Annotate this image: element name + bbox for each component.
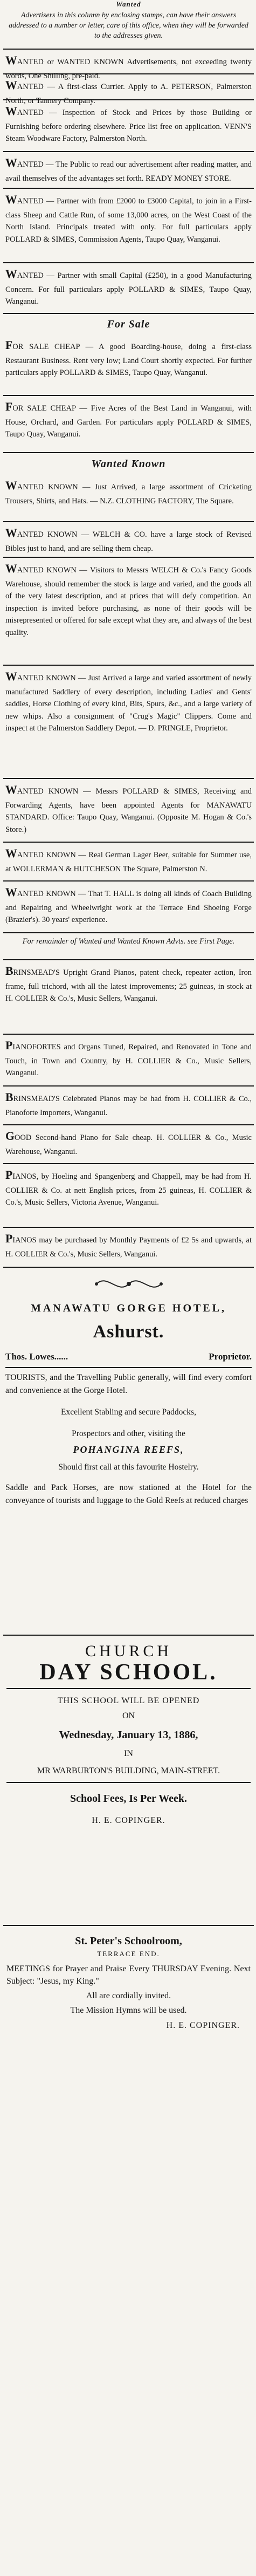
music-ad bbox=[3, 1228, 254, 1268]
music-ad bbox=[3, 1035, 254, 1087]
wanted-ad bbox=[3, 50, 254, 80]
advertisers-notice-text: Advertisers in this column by enclosing stamps, can have their answers addressed to a number or letter, care of this office, when they will be forwarded to the addresses given. bbox=[9, 11, 248, 40]
known-ad-text: WANTED KNOWN — Just Arrived, a large assortment of Cricketing Trousers, Shirts, and Hats. — N.Z. CLOTHING FACTORY, The Square. bbox=[5, 479, 252, 505]
known-ad bbox=[3, 779, 254, 843]
proprietor-name: Thos. Lowes...... bbox=[5, 1351, 68, 1362]
known-ad-text: WANTED KNOWN — That T. HALL is doing all kinds of Coach Building and Repairing and Wheelwright work at the Terrace End Shoeing Forge (Brazier's). 30 years' experience. bbox=[5, 886, 252, 925]
school-building: MR WARBURTON'S BUILDING, MAIN-STREET. bbox=[37, 1766, 220, 1776]
schoolroom-hymns: The Mission Hymns will be used. bbox=[70, 2006, 187, 2015]
music-ad-text: PIANOS may be purchased by Monthly Payments of £2 5s and upwards, at H. COLLIER & Co.'s, Music Sellers, Wanganui. bbox=[5, 1232, 252, 1259]
music-ad bbox=[3, 960, 254, 1035]
sale-ad bbox=[3, 396, 254, 453]
wanted-ad-text: WANTED or WANTED KNOWN Advertisements, not exceeding twenty words, One Shilling, pre-paid. bbox=[5, 54, 252, 80]
music-ad-text: BRINSMEAD'S Celebrated Pianos may be had from H. COLLIER & Co., Pianoforte Importers, Wanganui. bbox=[5, 1091, 252, 1117]
school-on: ON bbox=[122, 1711, 135, 1721]
hotel-ornament bbox=[3, 1268, 254, 1300]
wanted-ad-text: WANTED — A first-class Currier. Apply to A. PETERSON, Palmerston North; or Tannery Company. bbox=[5, 79, 252, 105]
hotel-call: Should first call at this favourite Hostelry. bbox=[58, 1462, 199, 1472]
wanted-ad-text: WANTED — Partner with small Capital (£250), in a good Manufacturing Concern. For full particulars apply POLLARD & SIMES, Taupo Quay, Wanganui. bbox=[5, 268, 252, 306]
sale-ad bbox=[3, 334, 254, 396]
music-ad-text: BRINSMEAD'S Upright Grand Pianos, patent check, repeater action, Iron frame, full trichord, with all the latest improvements; 25 guineas, in stock at H. COLLIER & Co.'s, Music Sellers, Wanganui. bbox=[5, 965, 252, 1003]
for-sale-heading: For Sale bbox=[107, 318, 150, 330]
school-signature: H. E. COPINGER. bbox=[92, 1816, 165, 1826]
known-ad bbox=[3, 522, 254, 558]
wanted-ad bbox=[3, 263, 254, 314]
hotel-proprietor bbox=[5, 1350, 252, 1364]
schoolroom-title: St. Peter's Schoolroom, bbox=[75, 1935, 182, 1947]
church-day-school-ad bbox=[3, 1635, 254, 1926]
school-church: CHURCH bbox=[85, 1642, 172, 1660]
wanted-ad bbox=[3, 100, 254, 152]
music-ad-text: GOOD Second-hand Piano for Sale cheap. H. COLLIER & Co., Music Warehouse, Wanganui. bbox=[5, 1130, 252, 1156]
divider bbox=[6, 1782, 251, 1783]
proprietor-title: Proprietor. bbox=[209, 1351, 252, 1362]
music-ad-text: PIANOFORTES and Organs Tuned, Repaired, and Renovated in Tone and Touch, in Town and Country, by H. COLLIER & Co., Music Sellers, Wanganui. bbox=[5, 1039, 252, 1078]
schoolroom-meetings: MEETINGS for Prayer and Praise Every THURSDAY Evening. Next Subject: "Jesus, my King." bbox=[6, 1964, 251, 1986]
advertisers-notice bbox=[3, 9, 254, 50]
hotel-stabling: Excellent Stabling and secure Paddocks, bbox=[61, 1407, 196, 1417]
divider bbox=[5, 1367, 252, 1368]
school-date: Wednesday, January 13, 1886, bbox=[59, 1729, 198, 1741]
wanted-heading: Wanted bbox=[116, 0, 141, 8]
schoolroom-ad bbox=[3, 1926, 254, 2075]
known-ad bbox=[3, 558, 254, 666]
schoolroom-signature: H. E. COPINGER. bbox=[166, 2020, 240, 2030]
schoolroom-place: TERRACE END. bbox=[97, 1950, 160, 1958]
wanted-ad bbox=[3, 152, 254, 189]
known-ad bbox=[3, 882, 254, 933]
hotel-horses: Saddle and Pack Horses, are now stationed at the Hotel for the conveyance of tourists and luggage to the Gold Reefs at reduced charges bbox=[5, 1483, 252, 1506]
wanted-ad-text: WANTED — Partner with from £2000 to £3000 Capital, to join in a First-class Sheep and Cattle Run, of some 13,000 acres, on the West Coast of the North Island. Principals treated with only. For full particulars apply POLLARD & SIMES, Commission Agents, Taupo Quay, Wanganui. bbox=[5, 193, 252, 244]
remainder-notice bbox=[3, 933, 254, 960]
known-ad-text: WANTED KNOWN — Visitors to Messrs WELCH & Co.'s Fancy Goods Warehouse, should remember the stock is large and varied, and the goods all of the very latest description, and at prices that will defy competition. An inspection is invited before purchasing, as none of their goods will be misrepresented or offered for sale except what they are, and always of the best quality. bbox=[5, 562, 252, 637]
sale-ad-text: FOR SALE CHEAP — A good Boarding-house, doing a first-class Restaurant Business. Rent very low; Land Court shortly expected. For further particulars apply POLLARD & SIMES, Taupo Quay, Wanganui. bbox=[5, 339, 252, 378]
hotel-name: MANAWATU GORGE HOTEL, bbox=[30, 1302, 227, 1314]
hotel-reefs: POHANGINA REEFS, bbox=[73, 1444, 184, 1456]
known-ad bbox=[3, 475, 254, 522]
sale-ad-text: FOR SALE CHEAP — Five Acres of the Best Land in Wanganui, with House, Orchard, and Garden. For particulars apply POLLARD & SIMES, Taupo Quay, Wanganui. bbox=[5, 400, 252, 439]
known-ad-text: WANTED KNOWN — WELCH & CO. have a large stock of Revised Bibles just to hand, and are selling them cheap. bbox=[5, 527, 252, 553]
school-day-school: DAY SCHOOL. bbox=[39, 1660, 218, 1685]
schoolroom-invited: All are cordially invited. bbox=[86, 1991, 171, 2001]
wanted-ad bbox=[3, 189, 254, 263]
music-ad bbox=[3, 1164, 254, 1228]
wanted-known-heading: Wanted Known bbox=[91, 457, 166, 470]
decorative-scroll-icon bbox=[91, 1273, 167, 1295]
gorge-hotel-ad bbox=[3, 1300, 254, 1635]
divider bbox=[6, 1688, 251, 1689]
wanted-ad bbox=[3, 74, 254, 105]
wanted-ad-text: WANTED — The Public to read our advertisement after reading matter, and avail themselves of the advantages set forth. READY MONEY STORE. bbox=[5, 156, 252, 183]
hotel-place: Ashurst. bbox=[93, 1322, 164, 1342]
music-ad bbox=[3, 1087, 254, 1125]
known-ad bbox=[3, 666, 254, 779]
hotel-tourists: TOURISTS, and the Travelling Public generally, will find every comfort and convenience at the Gorge Hotel. bbox=[5, 1373, 252, 1396]
school-reopen: THIS SCHOOL WILL BE OPENED bbox=[57, 1696, 200, 1706]
known-ad-text: WANTED KNOWN — Real German Lager Beer, suitable for Summer use, at WOLLERMAN & HUTCHESON The Square, Palmerston N. bbox=[5, 847, 252, 873]
known-ad-text: WANTED KNOWN — Just Arrived a large and varied assortment of newly manufactured Saddlery of every description, including Ladies' and Gents' saddles, Horse Clothing of every kind, Bits, Spurs, &c., and a large variety of new whips. Also a consignment of "Crug's Magic" Clippers. Come and inspect at the Palmerston Saddlery Depot. — D. PRINGLE, Proprietor. bbox=[5, 670, 252, 733]
wanted-ad-text: WANTED — Inspection of Stock and Prices by those Building or Furnishing before ordering elsewhere. Price list free on application. VENN'S Steam Woodware Factory, Palmerston North. bbox=[5, 105, 252, 144]
school-fees: School Fees, Is Per Week. bbox=[70, 1793, 188, 1805]
school-in: IN bbox=[124, 1749, 133, 1759]
music-ad-text: PIANOS, by Hoeling and Spangenberg and Chappell, may be had from H. COLLIER & Co. at nett English prices, from 25 guineas, H. COLLIER & Co.'s, Music Sellers, Victoria Avenue, Wanganui. bbox=[5, 1169, 252, 1207]
remainder-notice-text: For remainder of Wanted and Wanted Known Advts. see First Page. bbox=[22, 937, 235, 946]
known-ad-text: WANTED KNOWN — Messrs POLLARD & SIMES, Receiving and Forwarding Agents, have been appointed Agents for MANAWATU STANDARD. Office: Taupo Quay, Wanganui. (Opposite M. Hogan & Co.'s Store.) bbox=[5, 783, 252, 834]
music-ad bbox=[3, 1125, 254, 1164]
known-ad bbox=[3, 843, 254, 882]
hotel-prospectors: Prospectors and other, visiting the bbox=[72, 1429, 185, 1439]
